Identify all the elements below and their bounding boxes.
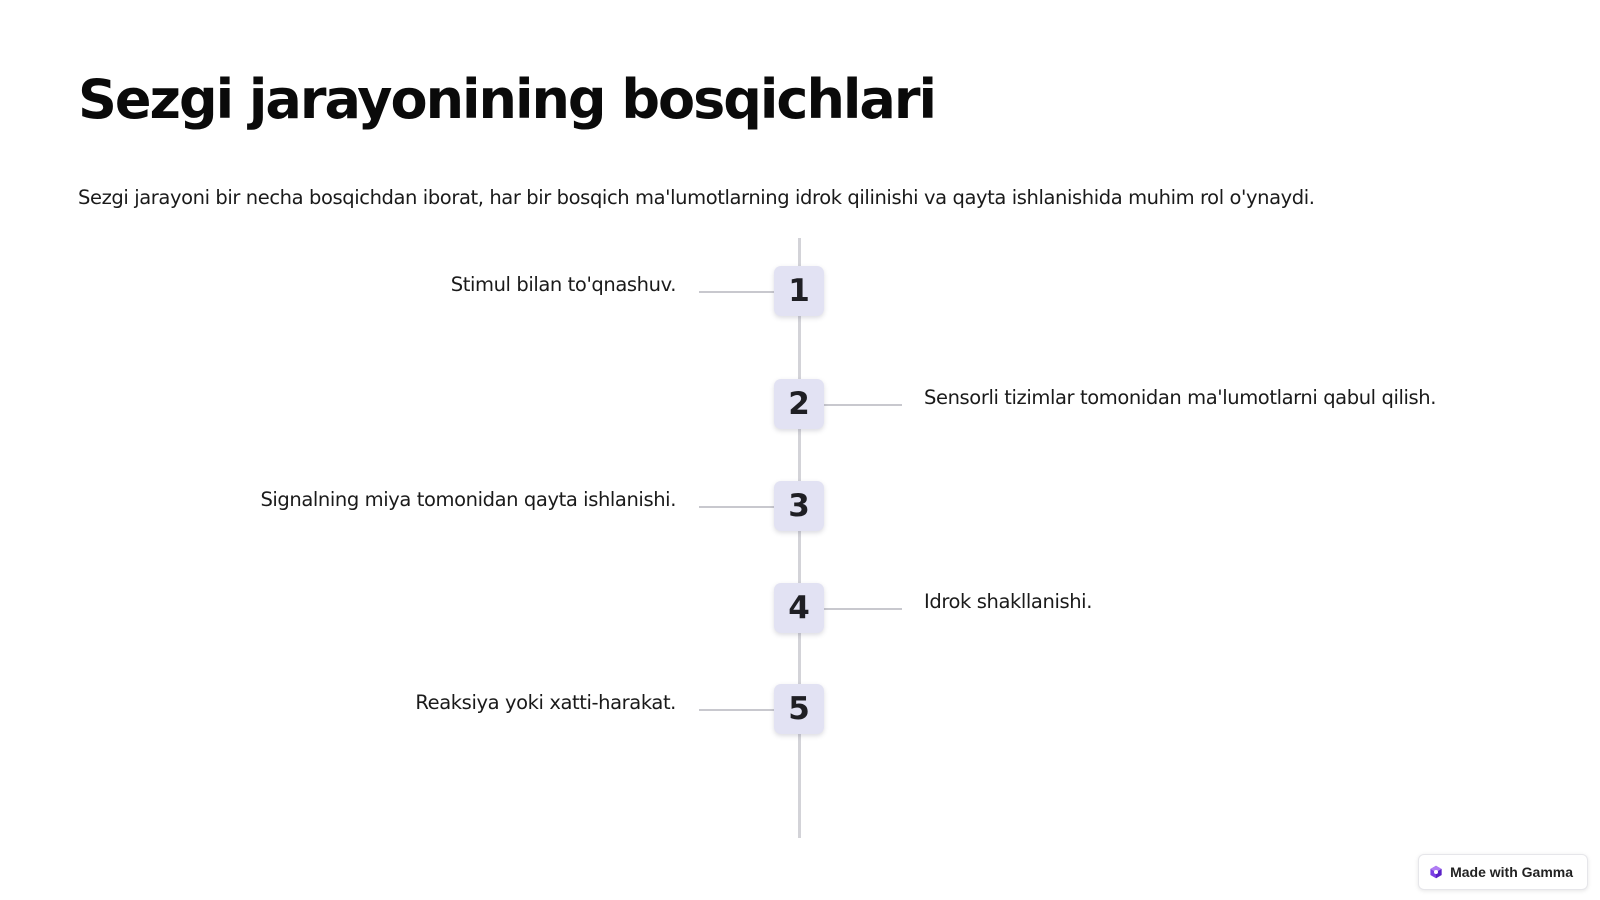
step-1-text: Stimul bilan to'qnashuv. [450,273,676,296]
timeline-line [798,238,801,838]
step-2-number-box: 2 [774,379,824,429]
made-with-gamma-badge[interactable] [1418,854,1588,890]
made-with-gamma-label: Made with Gamma [1450,864,1573,880]
step-2-connector [824,404,902,406]
step-2-text: Sensorli tizimlar tomonidan ma'lumotlarni qabul qilish. [924,386,1437,409]
step-3-connector [699,506,775,508]
step-5-text: Reaksiya yoki xatti-harakat. [415,691,676,714]
step-4-connector [824,608,902,610]
slide-subtitle: Sezgi jarayoni bir necha bosqichdan iborat, har bir bosqich ma'lumotlarning idrok qilinishi va qayta ishlanishida muhim rol o'ynaydi. [78,186,1315,209]
step-4-text: Idrok shakllanishi. [924,590,1092,613]
step-5-connector [699,709,775,711]
slide-title: Sezgi jarayonining bosqichlari [78,68,935,131]
step-3-number-box: 3 [774,481,824,531]
step-5-number-box: 5 [774,684,824,734]
step-4-number-box: 4 [774,583,824,633]
gamma-logo-icon [1429,865,1443,879]
step-3-text: Signalning miya tomonidan qayta ishlanishi. [260,488,676,511]
step-1-number-box: 1 [774,266,824,316]
step-1-connector [699,291,775,293]
